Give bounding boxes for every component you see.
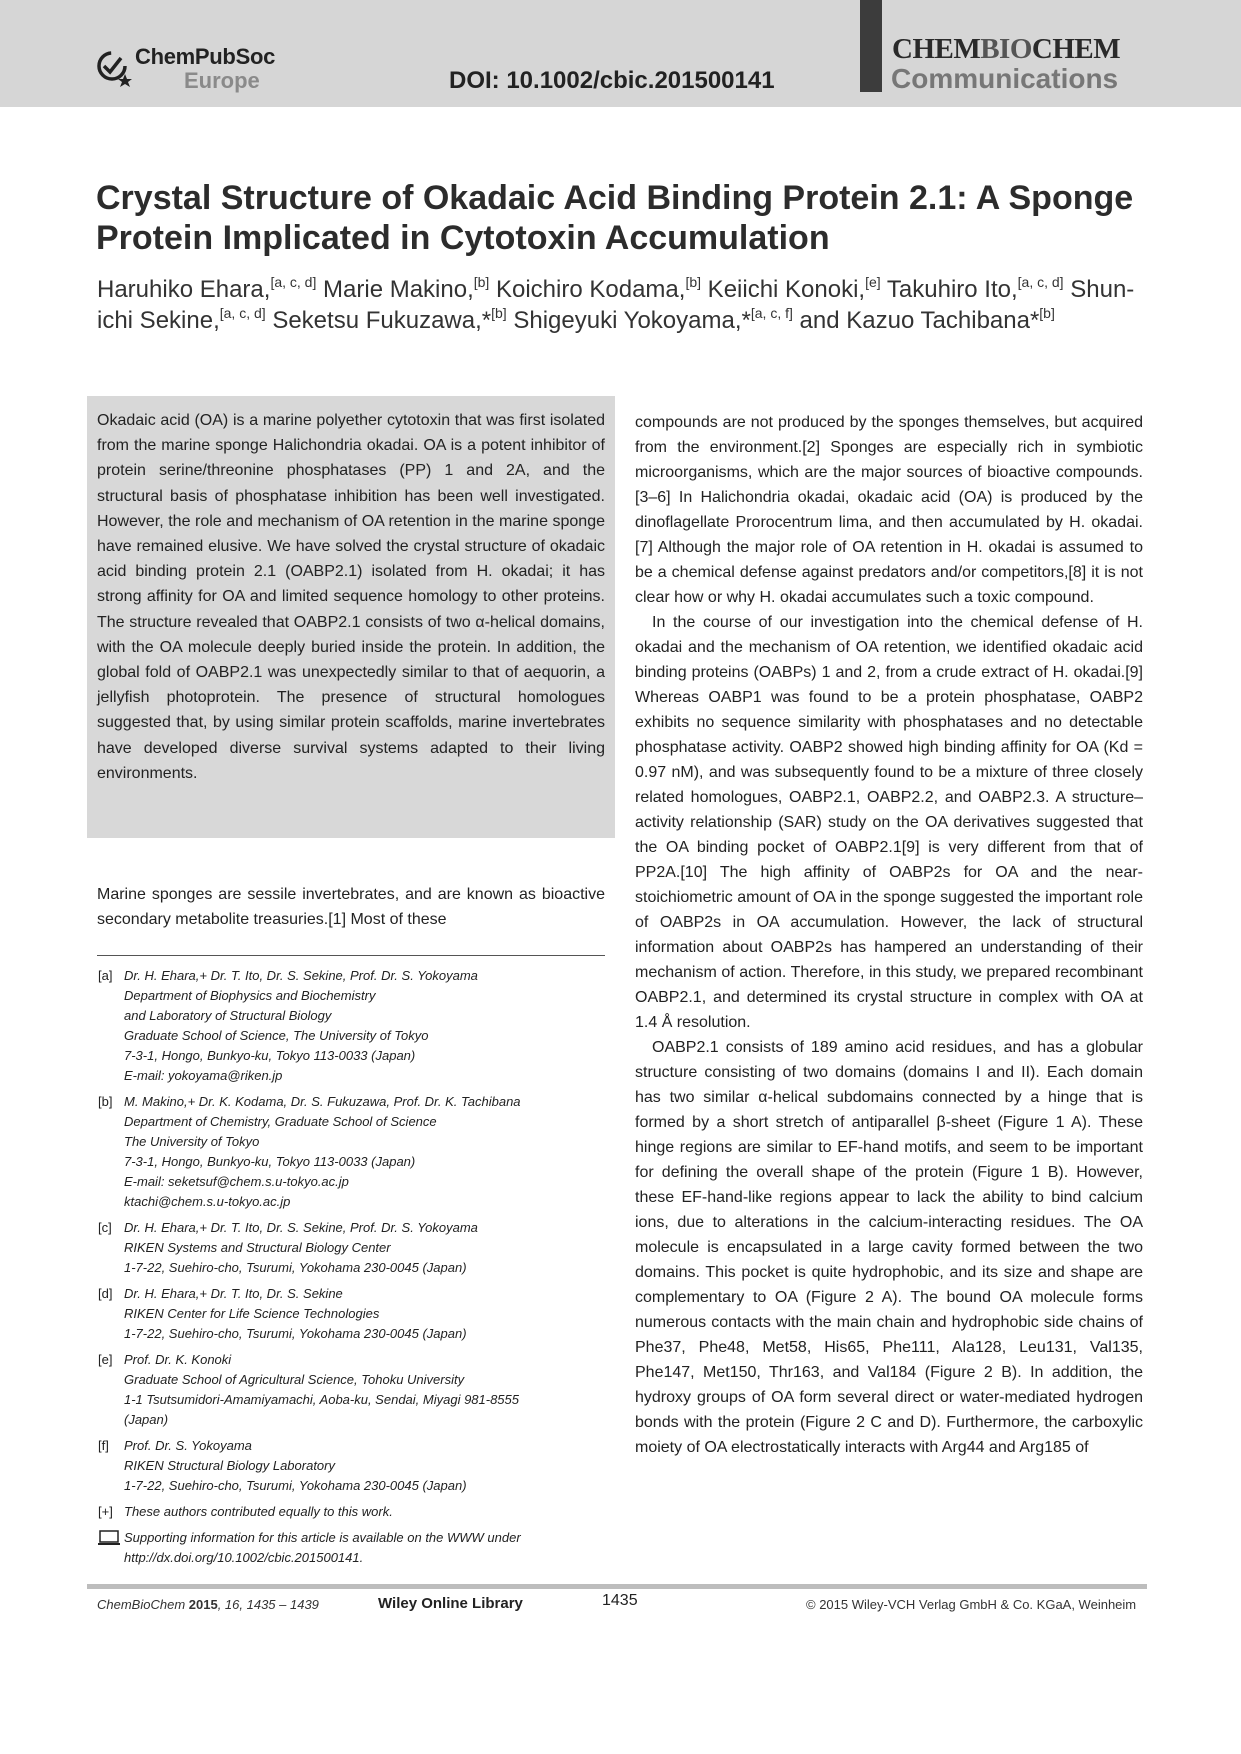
- affiliation-divider: [97, 955, 605, 956]
- doi-label: DOI: 10.1002/cbic.201500141: [449, 67, 775, 94]
- article-title: Crystal Structure of Okadaic Acid Binding Protein 2.1: A Sponge Protein Implicated in Cytotoxin Accumulation: [96, 179, 1134, 257]
- affiliation-item: [f] Prof. Dr. S. Yokoyama RIKEN Structural Biology Laboratory 1-7-22, Suehiro-cho, Tsurumi, Yokohama 230-0045 (Japan): [98, 1438, 467, 1493]
- chempubsoc-logo-icon: [95, 48, 135, 88]
- author-affiliation-marker: [e]: [865, 274, 881, 290]
- body-paragraph: OABP2.1 consists of 189 amino acid residues, and has a globular structure consisting of two domains (domains I and II). Each domain has two similar α-helical subdomains connected by a hinge that is formed by a short stretch of antiparallel β-sheet (Figure 1 A). These hinge regions are similar to EF-hand motifs, and seem to be important for defining the overall shape of the protein (Figure 1 B). However, these EF-hand-like regions appear to lack the ability to bind calcium ions, due to alterations in the calcium-interacting residues. The OA molecule is encapsulated in a large cavity formed between the two domains. This pocket is quite hydrophobic, and its size and shape are complementary to OA (Figure 2 A). The bound OA molecule forms numerous contacts with the main chain and hydrophobic side chains of Phe37, Phe48, Met58, His65, Phe111, Ala128, Leu131, Val135, Phe147, Met150, Thr163, and Val184 (Figure 2 B). In addition, the hydroxy groups of OA form several direct or water-mediated hydrogen bonds with the protein (Figure 2 C and D). Furthermore, the carboxylic moiety of OA electrostatically interacts with Arg44 and Arg185 of: [635, 1039, 1143, 1456]
- author-affiliation-marker: [a, c, d]: [270, 274, 317, 290]
- body-paragraph: In the course of our investigation into the chemical defense of H. okadai and the mechanism of OA retention, we identified okadaic acid binding proteins (OABPs) 1 and 2, from a crude extract of H. okadai.[9] Whereas OABP1 was found to be a protein phosphatase, OABP2 exhibits no sequence similarity with phosphatases and no detectable phosphatase activity. OABP2 showed high binding affinity for OA (Kd = 0.97 nM), and was subsequently found to be a mixture of three closely related homologues, OABP2.1, OABP2.2, and OABP2.3. A structure–activity relationship (SAR) study on the OA derivatives suggested that the OA binding pocket of OABP2.1[9] is very different from that of PP2A.[10] The high affinity of OABP2s for OA and the near-stoichiometric amount of OA in the sponge suggested the important role of OABP2s in OA accumulation. However, the lack of structural information about OABP2s has hampered an understanding of their mechanism of action. Therefore, in this study, we prepared recombinant OABP2.1, and determined its crystal structure in complex with OA at 1.4 Å resolution.: [635, 614, 1143, 1031]
- journal-accent-bar: [860, 0, 882, 92]
- page-number: 1435: [602, 1592, 638, 1609]
- journal-name: CHEMBIOCHEM: [892, 33, 1121, 65]
- body-right-column: [635, 410, 1143, 1460]
- computer-monitor-icon: [98, 1530, 120, 1546]
- equal-contribution-note: [+] These authors contributed equally to this work.: [98, 1504, 393, 1519]
- author-affiliation-marker: [a, c, d]: [1017, 274, 1064, 290]
- footer-citation: ChemBioChem 2015, 16, 1435 – 1439: [97, 1597, 319, 1612]
- wiley-online-library-link[interactable]: Wiley Online Library: [378, 1595, 523, 1612]
- author-name: and Kazuo Tachibana*: [792, 307, 1040, 334]
- author-affiliation-marker: [b]: [1039, 305, 1055, 321]
- affiliation-item: [a] Dr. H. Ehara,+ Dr. T. Ito, Dr. S. Sekine, Prof. Dr. S. Yokoyama Department of Biophysics and Biochemistry and Laboratory of Structural Biology Graduate School of Science, The University of Tokyo 7-3-1, Hongo, Bunkyo-ku, Tokyo 113-0033 (Japan) E-mail: yokoyama@riken.jp: [98, 968, 478, 1083]
- author-affiliation-marker: [a, c, f]: [750, 305, 793, 321]
- affiliation-item: [c] Dr. H. Ehara,+ Dr. T. Ito, Dr. S. Sekine, Prof. Dr. S. Yokoyama RIKEN Systems and Structural Biology Center 1-7-22, Suehiro-cho, Tsurumi, Yokohama 230-0045 (Japan): [98, 1220, 478, 1275]
- publisher-region: Europe: [184, 68, 260, 93]
- author-name: Shun-ichi Sekine,: [97, 276, 1135, 334]
- publisher-name: ChemPubSoc: [135, 44, 276, 69]
- author-name: Keiichi Konoki,: [701, 276, 866, 303]
- footer-rule: [87, 1584, 1147, 1589]
- body-paragraph: compounds are not produced by the sponges themselves, but acquired from the environment.[2] Sponges are especially rich in symbiotic microorganisms, which are the major sources of bioactive compounds.[3–6] In Halichondria okadai, okadaic acid (OA) is produced by the dinoflagellate Prorocentrum lima, and then accumulated by H. okadai.[7] Although the major role of OA retention in H. okadai is assumed to be a chemical defense against predators and/or competitors,[8] it is not clear how or why H. okadai accumulates such a toxic compound.: [635, 414, 1143, 606]
- author-affiliation-marker: [b]: [491, 305, 507, 321]
- author-name: Takuhiro Ito,: [880, 276, 1018, 303]
- author-name: Koichiro Kodama,: [489, 276, 686, 303]
- author-name: Shigeyuki Yokoyama,*: [506, 307, 751, 334]
- author-list: [97, 274, 1157, 336]
- supporting-info-note: [98, 1528, 618, 1568]
- supporting-info-text: Supporting information for this article is available on the WWW under http://dx.doi.org/10.1002/cbic.201500141.: [124, 1530, 521, 1565]
- journal-section: Communications: [891, 63, 1119, 94]
- author-affiliation-marker: [b]: [685, 274, 702, 290]
- abstract-text: Okadaic acid (OA) is a marine polyether cytotoxin that was first isolated from the marine sponge Halichondria okadai. OA is a potent inhibitor of protein serine/threonine phosphatases (PP) 1 and 2A, and the structural basis of phosphatase inhibition has been well investigated. However, the role and mechanism of OA retention in the marine sponge have remained elusive. We have solved the crystal structure of okadaic acid binding protein 2.1 (OABP2.1) isolated from H. okadai; it has strong affinity for OA and limited sequence homology to other proteins. The structure revealed that OABP2.1 consists of two α-helical domains, with the OA molecule deeply buried inside the protein. In addition, the global fold of OABP2.1 was unexpectedly similar to that of aequorin, a jellyfish photoprotein. The presence of structural homologues suggested that, by using similar protein scaffolds, marine invertebrates have developed diverse survival systems adapted to their living environments.: [97, 412, 605, 782]
- affiliation-item: [d] Dr. H. Ehara,+ Dr. T. Ito, Dr. S. Sekine RIKEN Center for Life Science Technologies 1-7-22, Suehiro-cho, Tsurumi, Yokohama 230-0045 (Japan): [98, 1286, 467, 1341]
- author-affiliation-marker: [a, c, d]: [219, 305, 266, 321]
- author-affiliation-marker: [b]: [473, 274, 490, 290]
- author-name: Haruhiko Ehara,: [97, 276, 271, 303]
- author-name: Seketsu Fukuzawa,*: [265, 307, 492, 334]
- intro-paragraph: Marine sponges are sessile invertebrates, and are known as bioactive secondary metabolite treasuries.[1] Most of these: [97, 886, 605, 928]
- footer-copyright: © 2015 Wiley-VCH Verlag GmbH & Co. KGaA, Weinheim: [806, 1597, 1137, 1612]
- author-name: Marie Makino,: [316, 276, 474, 303]
- affiliation-item: [b] M. Makino,+ Dr. K. Kodama, Dr. S. Fukuzawa, Prof. Dr. K. Tachibana Department of Chemistry, Graduate School of Science The University of Tokyo 7-3-1, Hongo, Bunkyo-ku, Tokyo 113-0033 (Japan) E-mail: seketsuf@chem.s.u-tokyo.ac.jp ktachi@chem.s.u-tokyo.ac.jp: [98, 1094, 521, 1209]
- page-header: [0, 0, 1241, 107]
- affiliation-item: [e] Prof. Dr. K. Konoki Graduate School of Agricultural Science, Tohoku University 1-1 Tsutsumidori-Amamiyamachi, Aoba-ku, Sendai, Miyagi 981-8555 (Japan): [98, 1352, 520, 1427]
- affiliation-list: [98, 966, 618, 1574]
